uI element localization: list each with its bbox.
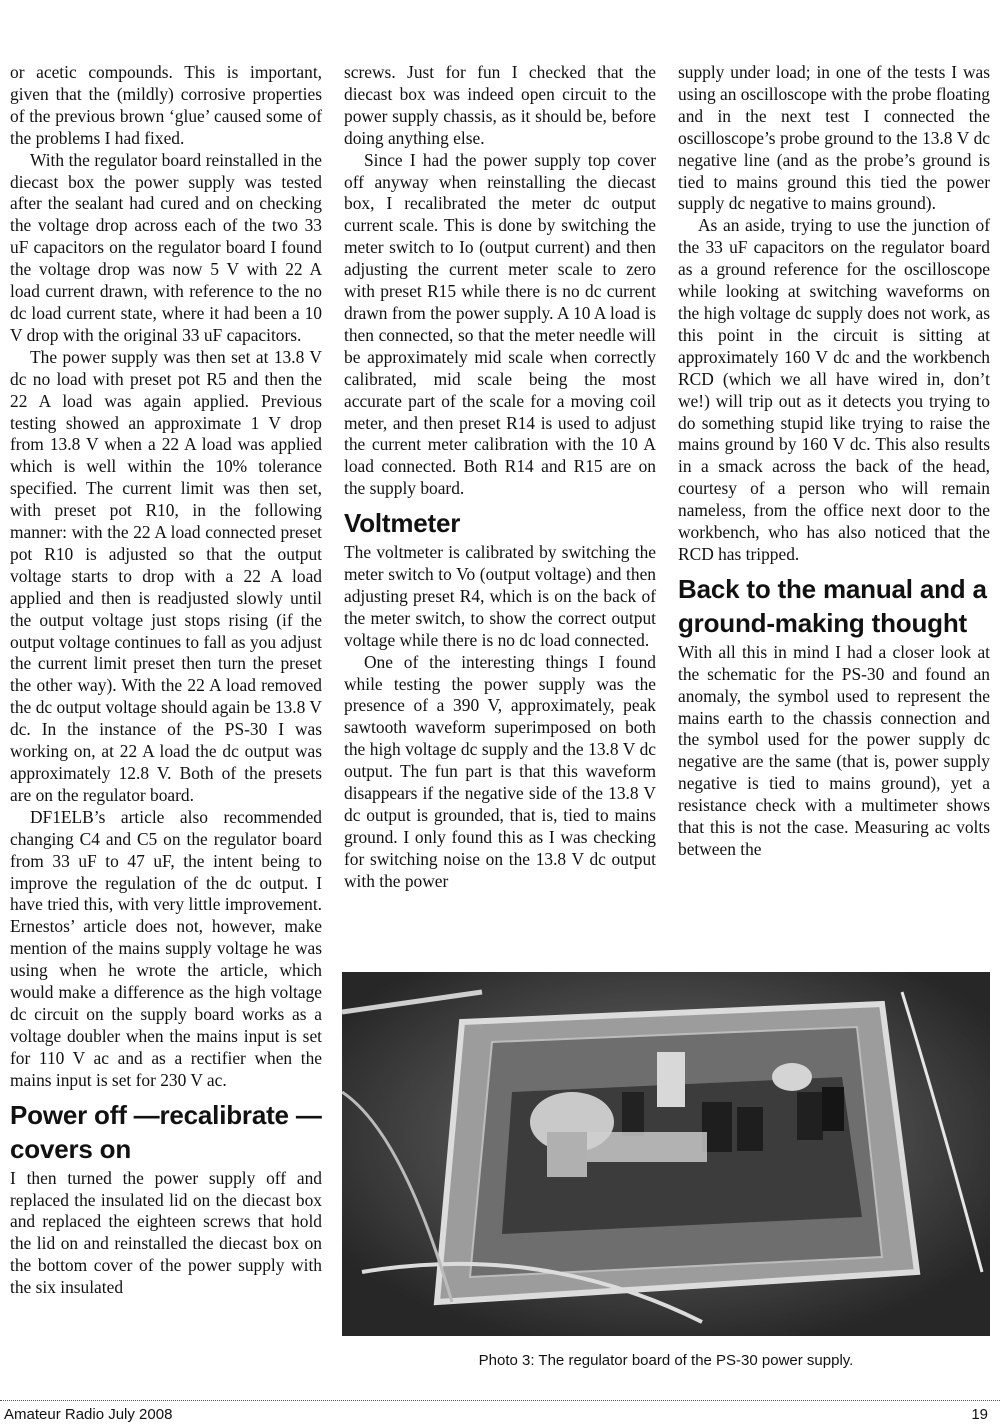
photo-caption: Photo 3: The regulator board of the PS-30 power supply. <box>478 1352 854 1369</box>
footer-divider <box>0 1400 1000 1401</box>
footer-publication: Amateur Radio July 2008 <box>4 1406 173 1423</box>
column-2 <box>344 62 656 893</box>
paragraph: Since I had the power supply top cover off anyway when reinstalling the diecast box, I recalibrated the meter dc output current scale. This is done by switching the meter switch to Io (output current) and then adjusting the current meter scale to zero with preset R15 while there is no dc current drawn from the power supply. A 10 A load is then connected, so that the meter needle will be approximately mid scale when correctly calibrated, mid scale being the most accurate part of the scale for a moving coil meter, and then preset R14 is used to adjust the current meter calibration with the 10 A load connected. Both R14 and R15 are on the supply board. <box>344 149 656 499</box>
section-heading: Power off —recalibrate — covers on <box>10 1099 322 1164</box>
column-3 <box>678 62 990 861</box>
paragraph: or acetic compounds. This is important, given that the (mildly) corrosive properties of the previous brown ‘glue’ caused some of the problems I had fixed. <box>10 62 322 148</box>
column-1 <box>10 62 322 1299</box>
page-number: 19 <box>971 1406 988 1423</box>
section-heading: Voltmeter <box>344 508 461 539</box>
section-heading: Back to the manual and a ground-making thought <box>678 573 987 638</box>
paragraph: DF1ELB’s article also recommended changing C4 and C5 on the regulator board from 33 uF to 47 uF, the intent being to improve the regulation of the dc output. I have tried this, with very little improvement. Ernestos’ article does not, however, make mention of the mains supply voltage he was using when he wrote the article, which would make a difference as the high voltage dc circuit on the supply board works as a voltage doubler when the mains input is set for 110 V ac and as a rectifier when the mains input is set for 230 V ac. <box>10 806 322 1090</box>
paragraph: The voltmeter is calibrated by switching the meter switch to Vo (output voltage) and then adjusting preset R4, which is on the back of the meter switch, to show the correct output voltage while there is no dc load connected. <box>344 542 656 650</box>
paragraph: With the regulator board reinstalled in the diecast box the power supply was tested after the sealant had cured and on checking the voltage drop across each of the two 33 uF capacitors on the regulator board I found the voltage drop was now 5 V with 22 A load current drawn, with reference to the no dc load current state, where it had been a 10 V drop with the original 33 uF capacitors. <box>10 149 322 345</box>
paragraph: With all this in mind I had a closer look at the schematic for the PS-30 and found an anomaly, the symbol used to represent the mains earth to the chassis connection and the symbol used for the power supply dc negative are the same (that is, power supply negative is tied to mains ground), yet a resistance check with a multimeter shows that this is not the case. Measuring ac volts between the <box>678 641 990 859</box>
regulator-board-photo <box>342 972 990 1336</box>
paragraph: I then turned the power supply off and replaced the insulated lid on the diecast box and replaced the eighteen screws that hold the lid on and reinstalled the diecast box on the bottom cover of the power supply with the six insulated <box>10 1167 322 1298</box>
paragraph: screws. Just for fun I checked that the diecast box was indeed open circuit to the power supply chassis, as it should be, before doing anything else. <box>344 62 656 148</box>
paragraph: supply under load; in one of the tests I was using an oscilloscope with the probe floating and in the next test I connected the oscilloscope’s probe ground to the 13.8 V dc negative line (and as the probe’s ground is tied to mains ground this tied the power supply dc negative to mains ground). <box>678 62 991 214</box>
paragraph: The power supply was then set at 13.8 V dc no load with preset pot R5 and then the 22 A load was again applied. Previous testing showed an approximate 1 V drop from 13.8 V when a 22 A load was applied which is well within the 10% tolerance specified. The current limit was then set, with preset pot R10, in the following manner: with the 22 A load connected preset pot R10 is adjusted so that the output voltage starts to drop with a 22 A load applied and then is readjusted slowly until the output voltage just stops rising (if the output voltage continues to fall as you adjust the current limit preset then turn the preset the other way). With the 22 A load removed the dc output voltage should again be 13.8 V dc. In the instance of the PS-30 I was working on, at 22 A load the dc output was approximately 12.8 V. Both of the presets are on the regulator board. <box>10 346 322 805</box>
paragraph: One of the interesting things I found while testing the power supply was the presence of a 390 V, approximately, peak sawtooth waveform superimposed on both the high voltage dc supply and the 13.8 V dc output. The fun part is that this waveform disappears if the negative side of the 13.8 V dc output is grounded, that is, tied to mains ground. I only found this as I was checking for switching noise on the 13.8 V dc output with the power <box>344 651 656 891</box>
paragraph: As an aside, trying to use the junction of the 33 uF capacitors on the regulator board as a ground reference for the oscilloscope while looking at switching waveforms on the high voltage dc supply does not work, as this point in the circuit is sitting at approximately 160 V dc and the workbench RCD (which we all have wired in, don’t we!) will trip out as it detects you trying to do something stupid like trying to raise the mains ground by 160 V dc. This also results in a smack across the back of the head, courtesy of a person who will remain nameless, from the office next door to the workbench, who has also noticed that the RCD has tripped. <box>678 215 990 564</box>
photo-illustration <box>342 972 990 1336</box>
